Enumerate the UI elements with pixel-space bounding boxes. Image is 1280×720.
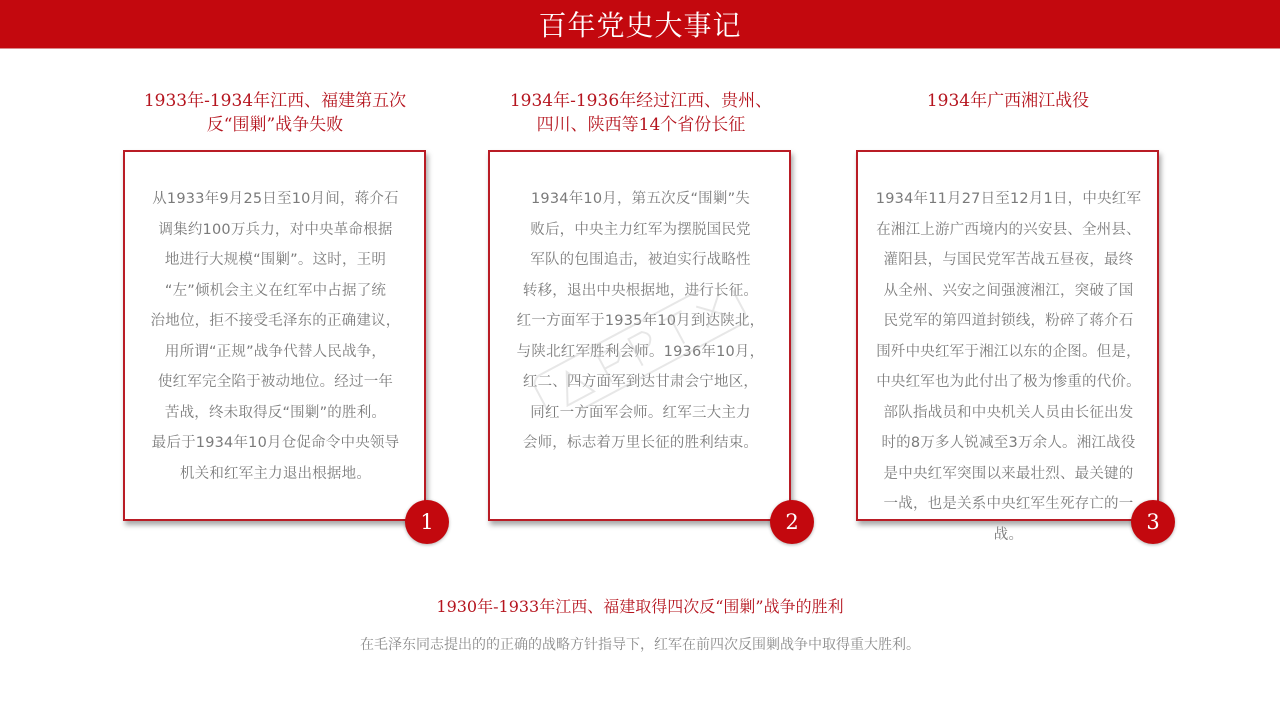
text-line: 时的8万多人锐减至3万余人。湘江战役 <box>881 435 1136 451</box>
text-line: 军队的包围追击，被迫实行战略性 <box>530 252 751 268</box>
text-line: 灌阳县，与国民党军苦战五昼夜，最终 <box>883 252 1134 268</box>
event-title-1 <box>115 89 435 137</box>
text-line: 苦战，终未取得反“围剿”的胜利。 <box>164 404 387 421</box>
text-line: 治地位，拒不接受毛泽东的正确建议， <box>150 313 401 329</box>
number-badge-2: 2 <box>770 500 814 544</box>
text-line: 从1933年9月25日至10月间，蒋介石 <box>152 191 399 207</box>
text-line: 同红一方面军会师。红军三大主力 <box>530 404 751 421</box>
text-line: 地进行大规模“围剿”。这时，王明 <box>164 252 387 268</box>
text-line: 战。 <box>993 526 1024 543</box>
event-card-1 <box>123 150 426 521</box>
text-line: 败后，中央主力红军为摆脱国民党 <box>530 221 751 238</box>
text-line: 1934年10月，第五次反“围剿”失 <box>531 191 750 207</box>
number-badge-1: 1 <box>405 500 449 544</box>
page-title: 百年党史大事记 <box>538 9 742 42</box>
event-title-2 <box>481 89 801 137</box>
text-line: “左”倾机会主义在红军中占据了统 <box>164 282 387 299</box>
text-line: 围歼中央红军于湘江以东的企图。但是， <box>876 343 1141 360</box>
text-line: 用所谓“正规”战争代替人民战争， <box>164 343 387 360</box>
text-line: 转移，退出中央根据地，进行长征。 <box>522 282 759 299</box>
text-line: 红一方面军于1935年10月到达陕北， <box>516 313 765 329</box>
event-title-3-line-1: 1934年广西湘江战役 <box>926 91 1090 111</box>
text-line: 中央红军也为此付出了极为惨重的代价。 <box>876 374 1141 390</box>
event-card-1-text <box>137 184 414 489</box>
event-card-3 <box>856 150 1159 543</box>
event-title-2-line-1: 1934年-1936年经过江西、贵州、 <box>509 91 773 111</box>
event-title-1-line-2: 反“围剿”战争失败 <box>206 115 344 135</box>
event-title-1-line-1: 1933年-1934年江西、福建第五次 <box>143 91 407 111</box>
text-line: 最后于1934年10月仓促命令中央领导 <box>151 435 400 451</box>
text-line: 与陕北红军胜利会师。1936年10月， <box>516 343 765 360</box>
text-line: 一战，也是关系中央红军生死存亡的一 <box>883 496 1134 512</box>
header-bar <box>0 0 1280 49</box>
bottom-event-description: 在毛泽东同志提出的的正确的战略方针指导下，红军在前四次反围剿战争中取得重大胜利。 <box>360 637 920 653</box>
event-card-3-text <box>870 184 1147 550</box>
text-line: 机关和红军主力退出根据地。 <box>179 465 372 482</box>
event-card-2 <box>488 150 791 521</box>
text-line: 在湘江上游广西境内的兴安县、全州县、 <box>876 221 1141 238</box>
text-line: 1934年11月27日至12月1日，中央红军 <box>875 191 1142 207</box>
event-title-2-line-2: 四川、陕西等14个省份长征 <box>536 115 746 135</box>
text-line: 红二、四方面军到达甘肃会宁地区， <box>522 374 759 390</box>
bottom-event-title: 1930年-1933年江西、福建取得四次反“围剿”战争的胜利 <box>436 597 844 616</box>
number-badge-3: 3 <box>1131 500 1175 544</box>
text-line: 部队指战员和中央机关人员由长征出发 <box>883 404 1134 421</box>
text-line: 使红军完全陷于被动地位。经过一年 <box>157 374 394 390</box>
text-line: 从全州、兴安之间强渡湘江，突破了国 <box>883 282 1134 299</box>
text-line: 民党军的第四道封锁线，粉碎了蒋介石 <box>883 313 1134 329</box>
event-card-2-text <box>502 184 779 459</box>
text-line: 会师，标志着万里长征的胜利结束。 <box>522 435 759 451</box>
text-line: 是中央红军突围以来最壮烈、最关键的 <box>883 465 1134 482</box>
event-title-3 <box>848 89 1168 113</box>
text-line: 调集约100万兵力，对中央革命根据 <box>158 221 393 238</box>
